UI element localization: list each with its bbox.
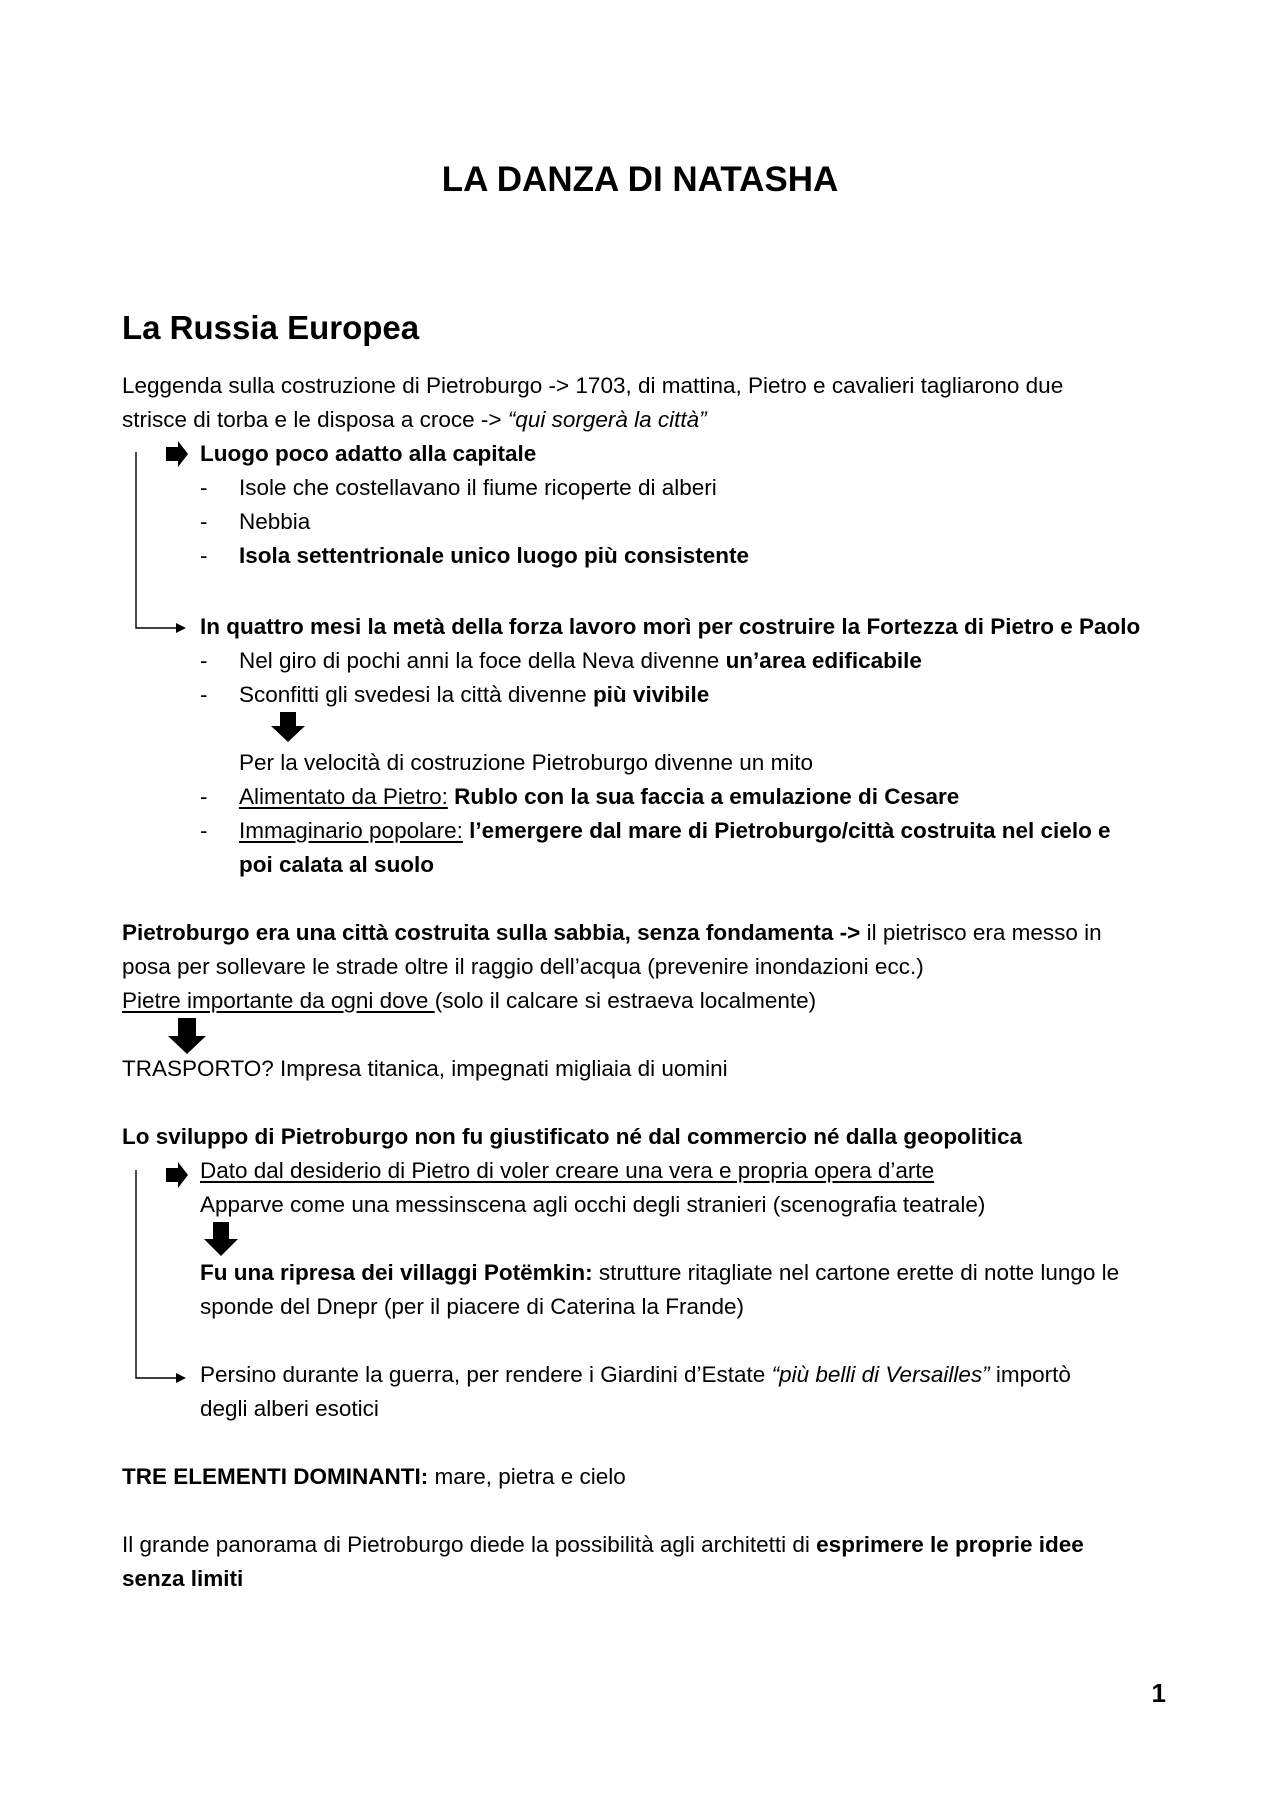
dash: - bbox=[200, 784, 208, 809]
intro-line-2: strisce di torba e le disposa a croce -> “qui sorgerà la città” bbox=[122, 407, 707, 432]
bullet-head-1: Luogo poco adatto alla capitale bbox=[200, 441, 537, 466]
myth-line: Per la velocità di costruzione Pietroburgo divenne un mito bbox=[239, 750, 814, 775]
list-item-continuation: sponde del Dnepr (per il piacere di Caterina la Frande) bbox=[200, 1294, 745, 1319]
section-heading: La Russia Europea bbox=[122, 309, 420, 346]
intro-line-1: Leggenda sulla costruzione di Pietroburgo -> 1703, di mattina, Pietro e cavalieri tagliarono due bbox=[122, 373, 1064, 398]
paragraph-line: Il grande panorama di Pietroburgo diede la possibilità agli architetti di esprimere le proprie idee bbox=[122, 1532, 1084, 1557]
list-item: Sconfitti gli svedesi la città divenne più vivibile bbox=[239, 682, 710, 707]
bullet-head-2: In quattro mesi la metà della forza lavoro morì per costruire la Fortezza di Pietro e Paolo bbox=[200, 614, 1141, 639]
paragraph-line: senza limiti bbox=[122, 1566, 244, 1591]
list-item: Nebbia bbox=[239, 509, 311, 534]
list-item-continuation: degli alberi esotici bbox=[200, 1396, 379, 1421]
list-item: Alimentato da Pietro: Rublo con la sua faccia a emulazione di Cesare bbox=[239, 784, 960, 809]
list-item-continuation: poi calata al suolo bbox=[239, 852, 435, 877]
document-title: LA DANZA DI NATASHA bbox=[441, 160, 839, 199]
down-arrow-icon bbox=[204, 1222, 238, 1256]
down-arrow-icon bbox=[168, 1018, 206, 1054]
dash: - bbox=[200, 682, 208, 707]
dash: - bbox=[200, 818, 208, 843]
list-item: Dato dal desiderio di Pietro di voler creare una vera e propria opera d’arte bbox=[200, 1158, 935, 1183]
list-item: Fu una ripresa dei villaggi Potëmkin: strutture ritagliate nel cartone erette di notte lungo le bbox=[200, 1260, 1120, 1285]
list-item: Apparve come una messinscena agli occhi degli stranieri (scenografia teatrale) bbox=[200, 1192, 986, 1217]
paragraph-line: posa per sollevare le strade oltre il raggio dell’acqua (prevenire inondazioni ecc.) bbox=[122, 954, 924, 979]
dash: - bbox=[200, 475, 208, 500]
dash: - bbox=[200, 648, 208, 673]
arrow-bullet-icon bbox=[166, 1162, 188, 1188]
quote: “qui sorgerà la città” bbox=[507, 407, 707, 432]
paragraph-line: TRE ELEMENTI DOMINANTI: mare, pietra e cielo bbox=[122, 1464, 626, 1489]
paragraph-line: Pietroburgo era una città costruita sulla sabbia, senza fondamenta -> il pietrisco era messo in bbox=[122, 920, 1102, 945]
paragraph-head: Lo sviluppo di Pietroburgo non fu giustificato né dal commercio né dalla geopolitica bbox=[122, 1124, 1023, 1149]
list-item: Immaginario popolare: l’emergere dal mare di Pietroburgo/città costruita nel cielo e bbox=[239, 818, 1111, 843]
dash: - bbox=[200, 509, 208, 534]
list-item: Nel giro di pochi anni la foce della Neva divenne un’area edificabile bbox=[239, 648, 922, 673]
arrow-bullet-icon bbox=[166, 441, 188, 467]
down-arrow-icon bbox=[271, 712, 305, 742]
paragraph-line: Pietre importante da ogni dove (solo il calcare si estraeva localmente) bbox=[122, 988, 817, 1013]
list-item: Isole che costellavano il fiume ricoperte di alberi bbox=[239, 475, 717, 500]
dash: - bbox=[200, 543, 208, 568]
paragraph-line: TRASPORTO? Impresa titanica, impegnati migliaia di uomini bbox=[122, 1056, 728, 1081]
page-number: 1 bbox=[1151, 1678, 1166, 1708]
list-item: Isola settentrionale unico luogo più consistente bbox=[239, 543, 750, 568]
list-item: Persino durante la guerra, per rendere i Giardini d’Estate “più belli di Versailles” importò bbox=[200, 1362, 1071, 1387]
